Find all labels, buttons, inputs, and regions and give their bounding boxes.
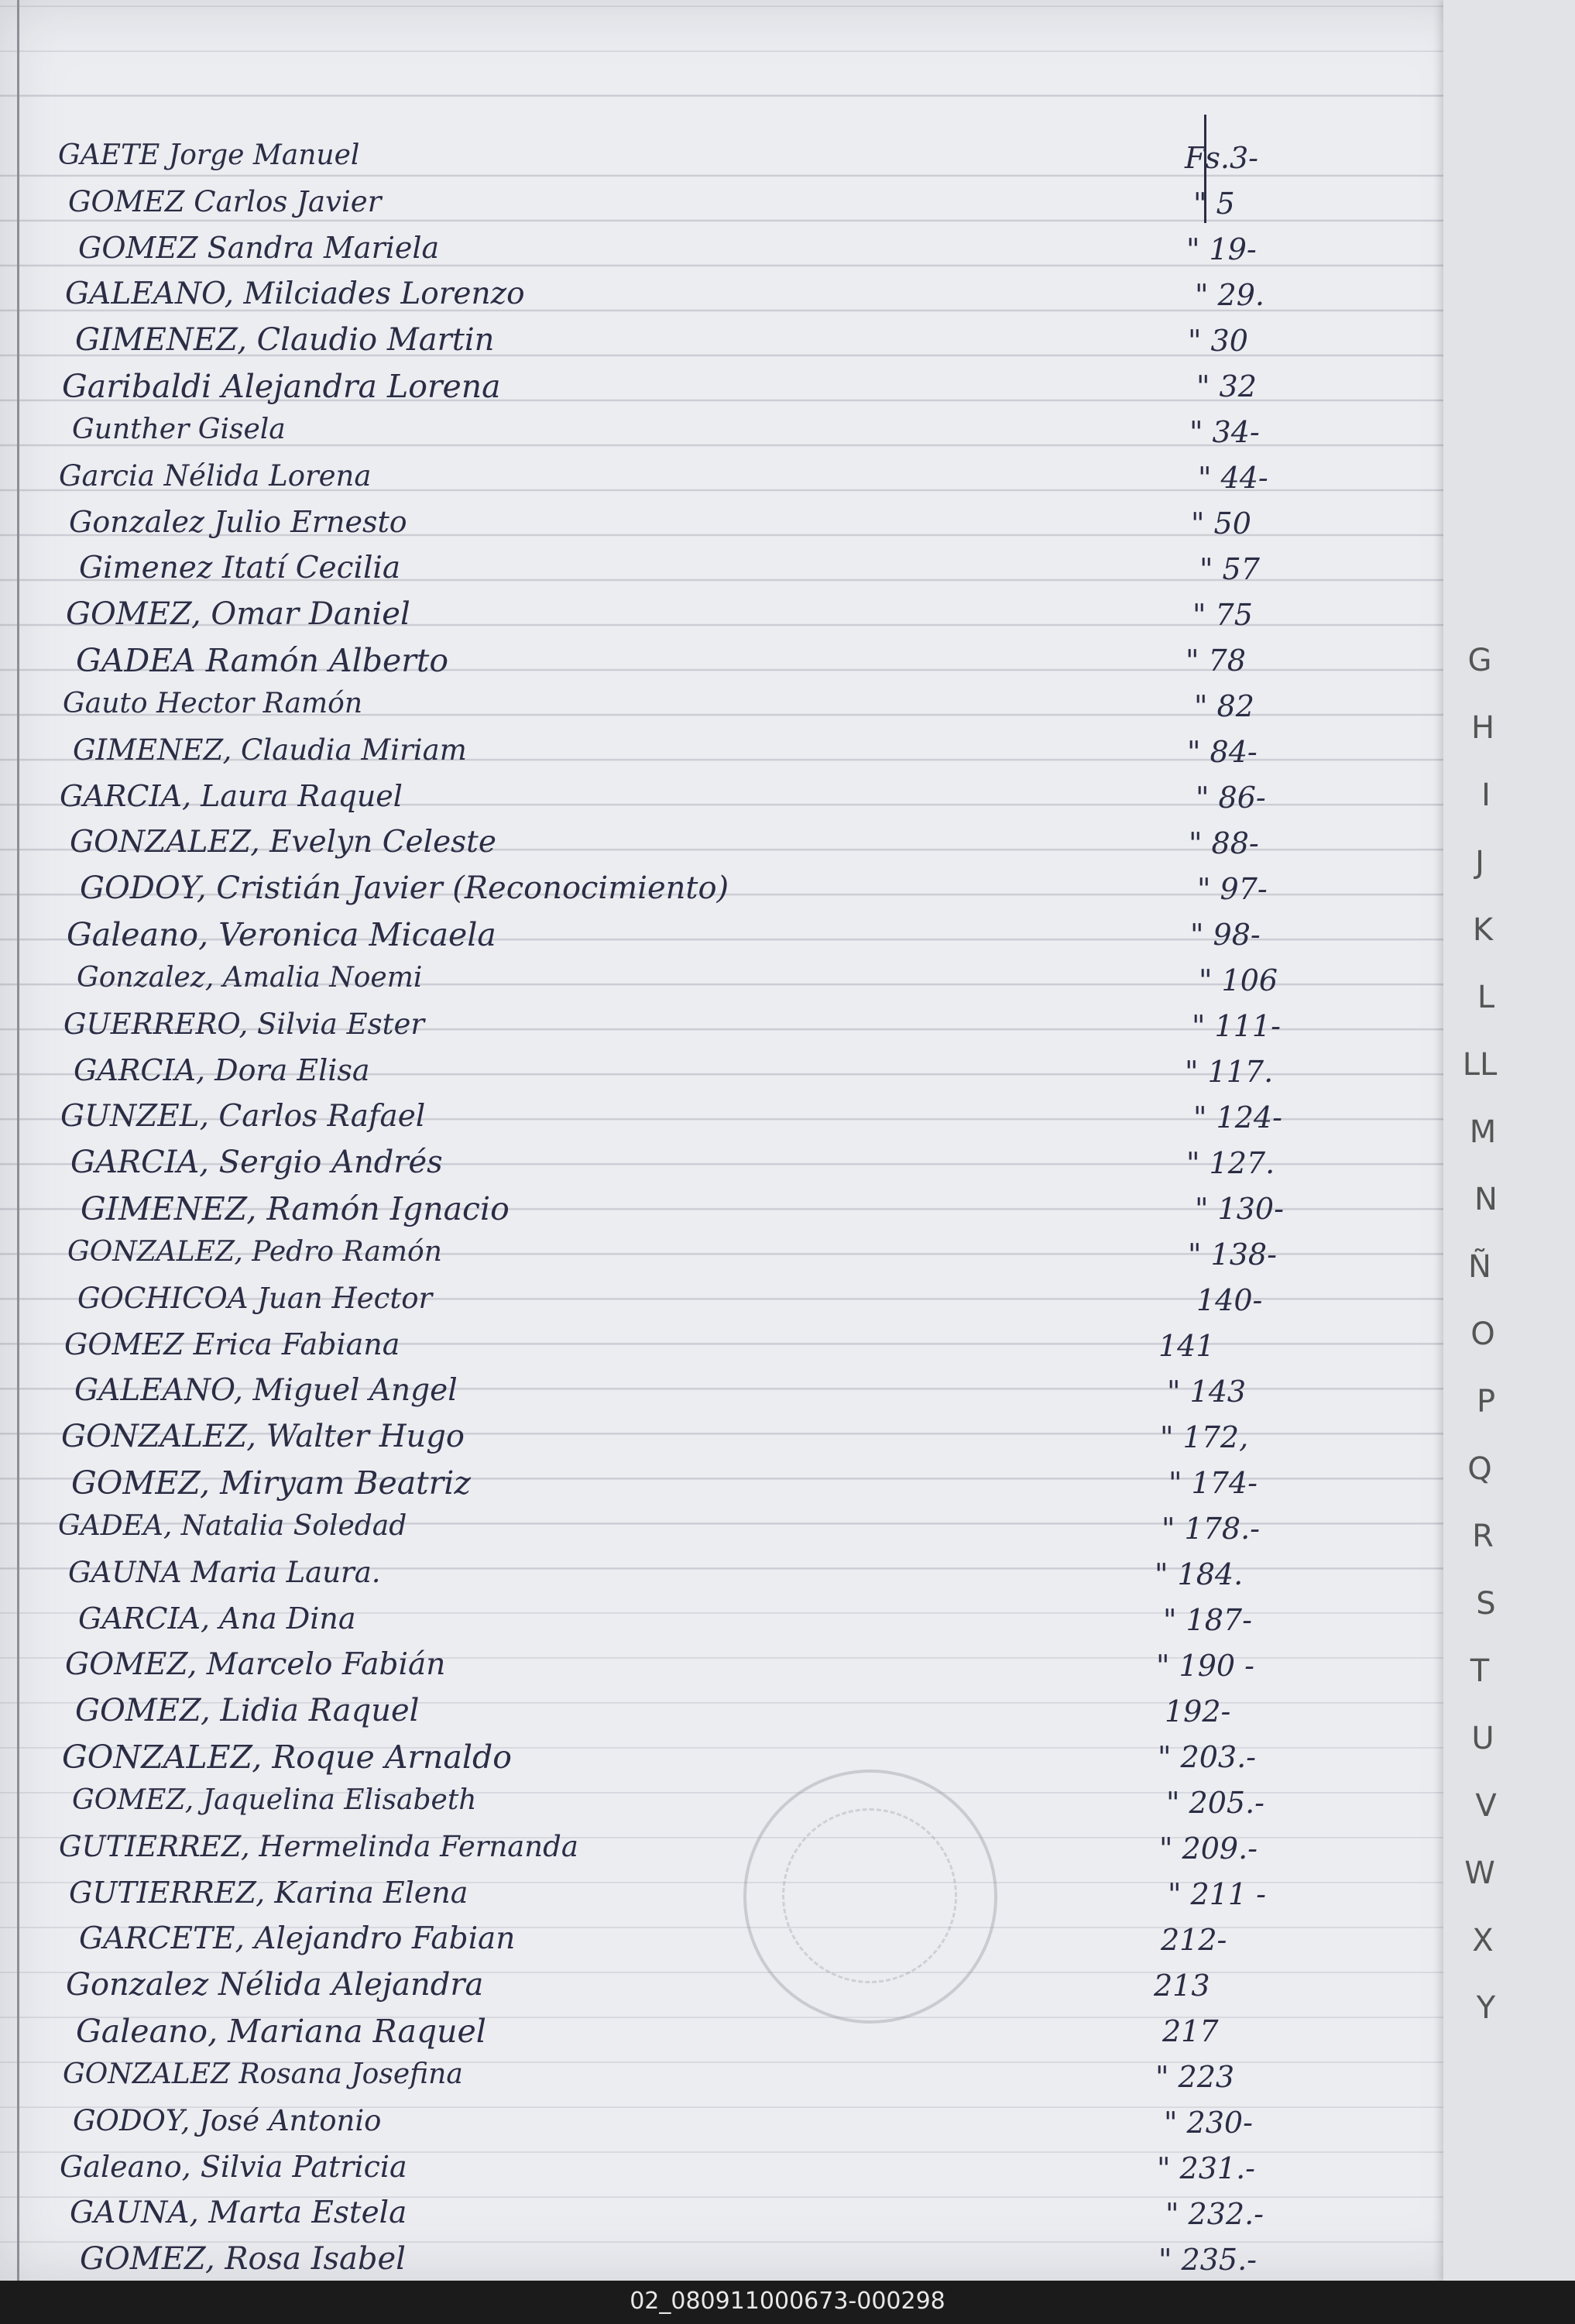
entry-name: Gonzalez Nélida Alejandra [66, 1967, 484, 2003]
entry-folio: " 190 - [1156, 1649, 1255, 1683]
entry-name: GONZALEZ Rosana Josefina [63, 2058, 463, 2090]
index-tab-letter[interactable]: K [1472, 912, 1494, 948]
entry-name: GOMEZ, Miryam Beatriz [71, 1464, 471, 1502]
margin-line [17, 0, 19, 2281]
entry-name: GONZALEZ, Pedro Ramón [67, 1236, 442, 1268]
entry-folio: 140- [1196, 1283, 1263, 1317]
entry-name: Gonzalez, Amalia Noemi [77, 962, 423, 994]
file-id-caption: 02_080911000673-000298 [630, 2288, 945, 2315]
entry-name: Galeano, Silvia Patricia [60, 2150, 407, 2184]
entry-name: GOMEZ, Jaquelina Elisabeth [72, 1784, 477, 1816]
entry-folio: 213 [1154, 1969, 1210, 2003]
entry-folio: " 211 - [1168, 1877, 1267, 1911]
index-tab-letter[interactable]: O [1470, 1316, 1495, 1352]
entry-name: GUNZEL, Carlos Rafael [60, 1099, 426, 1134]
entry-folio: " 97- [1197, 872, 1268, 906]
index-tab-letter[interactable]: G [1467, 643, 1492, 678]
entry-folio: " 111- [1192, 1009, 1281, 1043]
entry-name: GAETE Jorge Manuel [58, 139, 360, 171]
entry-folio: " 235.- [1158, 2243, 1258, 2277]
entry-name: Galeano, Veronica Micaela [67, 916, 496, 953]
entry-name: GOMEZ Sandra Mariela [78, 231, 440, 265]
index-tab-letter[interactable]: S [1476, 1586, 1496, 1622]
seal-stamp-inner [782, 1808, 957, 1983]
entry-name: GARCETE, Alejandro Fabian [79, 1921, 516, 1956]
index-tab-letter[interactable]: N [1474, 1182, 1498, 1217]
index-tab-letter[interactable]: Q [1467, 1451, 1492, 1487]
entry-folio: " 98- [1190, 918, 1261, 952]
entry-folio: Fs.3- [1185, 141, 1258, 175]
entry-folio: " 88- [1189, 826, 1259, 860]
entry-name: Garcia Nélida Lorena [59, 459, 372, 493]
index-tab-letter[interactable]: U [1471, 1721, 1494, 1756]
index-tab-letter[interactable]: P [1476, 1384, 1496, 1419]
entry-name: Gauto Hector Ramón [63, 688, 363, 719]
entry-folio: 141 [1158, 1329, 1215, 1363]
entry-folio: " 50 [1191, 506, 1251, 541]
entry-folio: " 19- [1186, 232, 1257, 266]
entry-folio: " 223 [1155, 2060, 1235, 2094]
entry-name: GARCIA, Dora Elisa [74, 1053, 370, 1087]
alphabet-index-strip [1443, 0, 1575, 2281]
entry-folio: 192- [1165, 1694, 1231, 1728]
entry-folio: " 130- [1195, 1192, 1284, 1226]
entry-name: GARCIA, Laura Raquel [60, 779, 403, 813]
entry-name: GONZALEZ, Evelyn Celeste [70, 825, 496, 860]
entry-folio: " 82 [1194, 689, 1254, 723]
index-tab-letter[interactable]: LL [1462, 1047, 1498, 1083]
entry-folio: " 127. [1186, 1146, 1275, 1180]
entry-name: GODOY, José Antonio [73, 2104, 382, 2137]
entry-folio: 212- [1161, 1923, 1227, 1957]
entry-name: GIMENEZ, Claudia Miriam [73, 733, 467, 767]
entry-name: GOCHICOA Juan Hector [77, 1282, 433, 1315]
entry-folio: " 124- [1193, 1100, 1282, 1135]
entry-name: GOMEZ, Omar Daniel [66, 596, 410, 632]
entry-name: GUERRERO, Silvia Ester [63, 1008, 425, 1041]
entry-folio: " 75 [1192, 598, 1253, 632]
index-tab-letter[interactable]: T [1470, 1653, 1490, 1689]
entry-folio: " 32 [1196, 369, 1257, 403]
entry-folio: " 187- [1163, 1603, 1252, 1637]
index-tab-letter[interactable]: Y [1476, 1990, 1496, 2026]
entry-name: Gunther Gisela [72, 414, 286, 445]
entry-name: GONZALEZ, Walter Hugo [61, 1419, 465, 1454]
entry-folio: " 29. [1195, 278, 1264, 312]
entry-folio: " 203.- [1158, 1740, 1257, 1774]
entry-name: GARCIA, Ana Dina [78, 1601, 356, 1636]
entry-name: GARCIA, Sergio Andrés [70, 1145, 443, 1180]
entry-name: GUTIERREZ, Karina Elena [69, 1876, 468, 1910]
entry-name: GIMENEZ, Claudio Martin [75, 322, 495, 358]
index-tab-letter[interactable]: L [1477, 980, 1495, 1015]
entry-folio: " 230- [1164, 2106, 1253, 2140]
entry-name: GOMEZ Erica Fabiana [64, 1327, 400, 1361]
entry-name: Galeano, Mariana Raquel [76, 2013, 486, 2050]
entry-name: GIMENEZ, Ramón Ignacio [81, 1190, 510, 1227]
entry-name: Garibaldi Alejandra Lorena [62, 368, 501, 405]
entry-folio: " 209.- [1159, 1831, 1258, 1866]
entry-name: GUTIERREZ, Hermelinda Fernanda [59, 1830, 578, 1863]
entry-folio: " 174- [1168, 1466, 1258, 1500]
entry-name: GALEANO, Milciades Lorenzo [65, 276, 525, 311]
entry-folio: " 78 [1186, 644, 1246, 678]
index-tab-letter[interactable]: Ñ [1468, 1249, 1491, 1285]
index-tab-letter[interactable]: R [1472, 1519, 1494, 1554]
entry-folio: " 232.- [1165, 2197, 1264, 2231]
entry-folio: " 106 [1199, 963, 1278, 997]
entry-name: GAUNA Maria Laura. [68, 1556, 381, 1589]
index-tab-letter[interactable]: V [1475, 1788, 1497, 1824]
entry-folio: " 30 [1188, 324, 1248, 358]
entry-folio: " 138- [1188, 1238, 1277, 1272]
entry-name: GODOY, Cristián Javier (Reconocimiento) [80, 870, 729, 906]
entry-name: GONZALEZ, Roque Arnaldo [62, 1739, 512, 1776]
entry-folio: " 178.- [1162, 1512, 1261, 1546]
entry-folio: " 34- [1189, 415, 1260, 449]
entry-folio: " 184. [1155, 1557, 1244, 1591]
entry-name: GOMEZ, Lidia Raquel [75, 1693, 420, 1728]
entry-folio: 217 [1162, 2014, 1219, 2048]
entry-folio: " 172, [1160, 1420, 1249, 1454]
entry-folio: " 84- [1187, 735, 1258, 769]
entry-folio: " 143 [1167, 1375, 1247, 1409]
entry-folio: " 231.- [1157, 2151, 1256, 2185]
index-tab-letter[interactable]: I [1481, 778, 1491, 813]
entry-folio: " 117. [1185, 1055, 1274, 1089]
entry-folio: " 44- [1198, 461, 1268, 495]
entry-folio: " 86- [1196, 781, 1266, 815]
entry-name: GALEANO, Miguel Angel [74, 1373, 458, 1408]
entry-name: GOMEZ Carlos Javier [68, 185, 382, 218]
index-tab-letter[interactable]: H [1470, 710, 1495, 746]
entry-name: GOMEZ, Rosa Isabel [80, 2241, 406, 2277]
entry-name: Gonzalez Julio Ernesto [69, 505, 407, 539]
entry-name: GOMEZ, Marcelo Fabián [65, 1647, 446, 1682]
index-tab-letter[interactable]: X [1472, 1923, 1494, 1958]
entry-name: GADEA, Natalia Soledad [58, 1510, 407, 1542]
entry-name: Gimenez Itatí Cecilia [79, 551, 401, 585]
entry-name: GAUNA, Marta Estela [70, 2195, 407, 2230]
index-tab-letter[interactable]: M [1469, 1114, 1497, 1150]
entry-folio: " 5 [1193, 187, 1235, 221]
index-tab-letter[interactable]: J [1475, 845, 1484, 881]
entry-name: GADEA Ramón Alberto [76, 642, 449, 679]
index-tab-letter[interactable]: W [1464, 1855, 1495, 1891]
entry-folio: " 57 [1199, 552, 1260, 586]
entry-folio: " 205.- [1166, 1786, 1265, 1820]
